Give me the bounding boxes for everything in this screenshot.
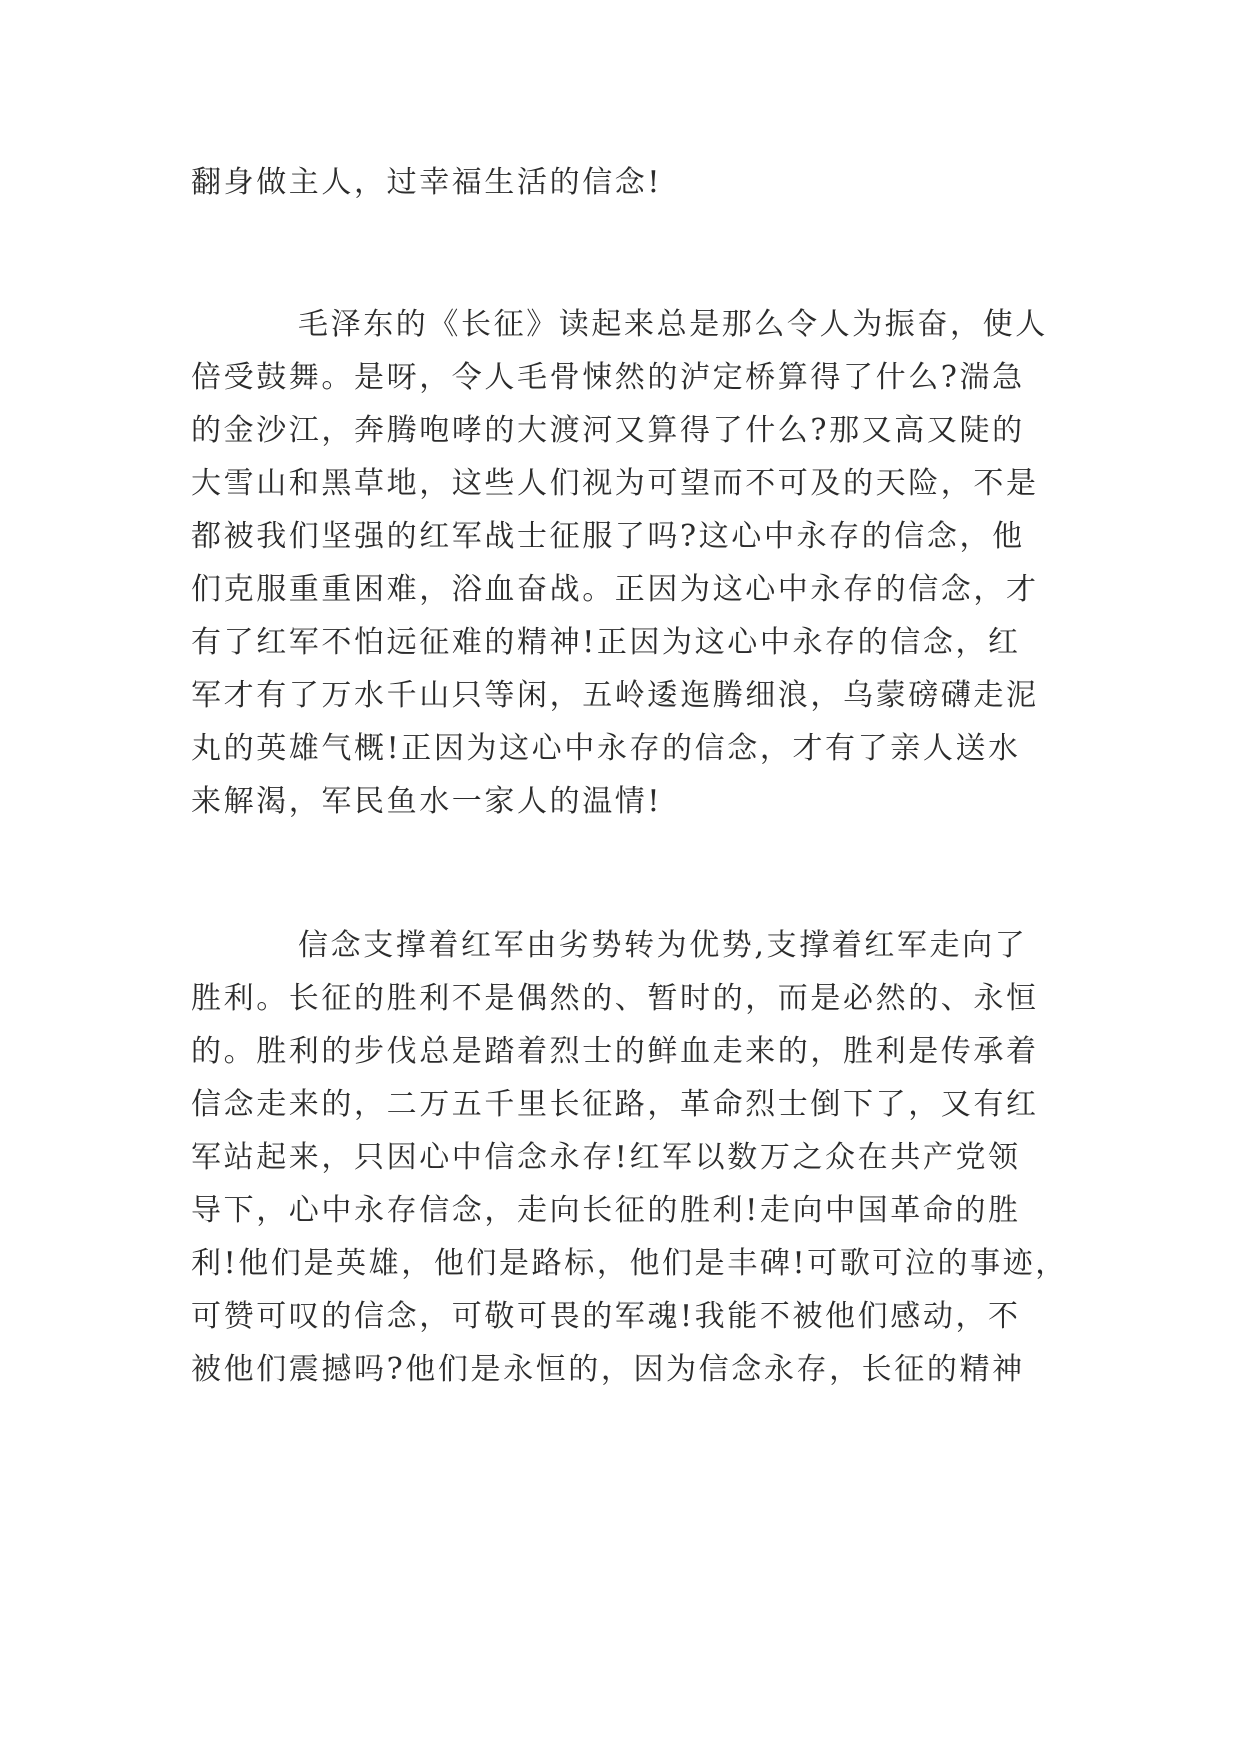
text-line: 来解渴，军民鱼水一家人的温情! (191, 784, 663, 819)
text-line: 翻身做主人，过幸福生活的信念! (191, 165, 663, 200)
text-line: 的金沙江，奔腾咆哮的大渡河又算得了什么?那又高又陡的 (191, 413, 1025, 448)
text-line: 信念走来的，二万五千里长征路，革命烈士倒下了，又有红 (191, 1087, 1039, 1122)
text-line: 军才有了万水千山只等闲，五岭逶迤腾细浪，乌蒙磅礴走泥 (191, 678, 1039, 713)
text-line: 可赞可叹的信念，可敬可畏的军魂!我能不被他们感动，不 (191, 1299, 1021, 1334)
text-line: 丸的英雄气概!正因为这心中永存的信念，才有了亲人送水 (191, 731, 1021, 766)
text-line: 利!他们是英雄，他们是路标，他们是丰碑!可歌可泣的事迹， (191, 1246, 1068, 1281)
text-line: 被他们震撼吗?他们是永恒的，因为信念永存，长征的精神 (191, 1352, 1025, 1387)
text-line: 大雪山和黑草地，这些人们视为可望而不可及的天险，不是 (191, 466, 1039, 501)
text-line: 们克服重重困难，浴血奋战。正因为这心中永存的信念，才 (191, 572, 1039, 607)
text-line: 导下，心中永存信念，走向长征的胜利!走向中国革命的胜 (191, 1193, 1021, 1228)
text-line: 倍受鼓舞。是呀，令人毛骨悚然的泸定桥算得了什么?湍急 (191, 360, 1025, 395)
text-line: 都被我们坚强的红军战士征服了吗?这心中永存的信念，他 (191, 519, 1025, 554)
text-line: 的。胜利的步伐总是踏着烈士的鲜血走来的，胜利是传承着 (191, 1034, 1039, 1069)
text-line: 军站起来，只因心中信念永存!红军以数万之众在共产党领 (191, 1140, 1021, 1175)
text-line: 有了红军不怕远征难的精神!正因为这心中永存的信念，红 (191, 625, 1021, 660)
text-line: 胜利。长征的胜利不是偶然的、暂时的，而是必然的、永恒 (191, 981, 1039, 1016)
text-line: 信念支撑着红军由劣势转为优势,支撑着红军走向了 (298, 928, 1028, 963)
text-line: 毛泽东的《长征》读起来总是那么令人为振奋，使人 (298, 307, 1048, 342)
